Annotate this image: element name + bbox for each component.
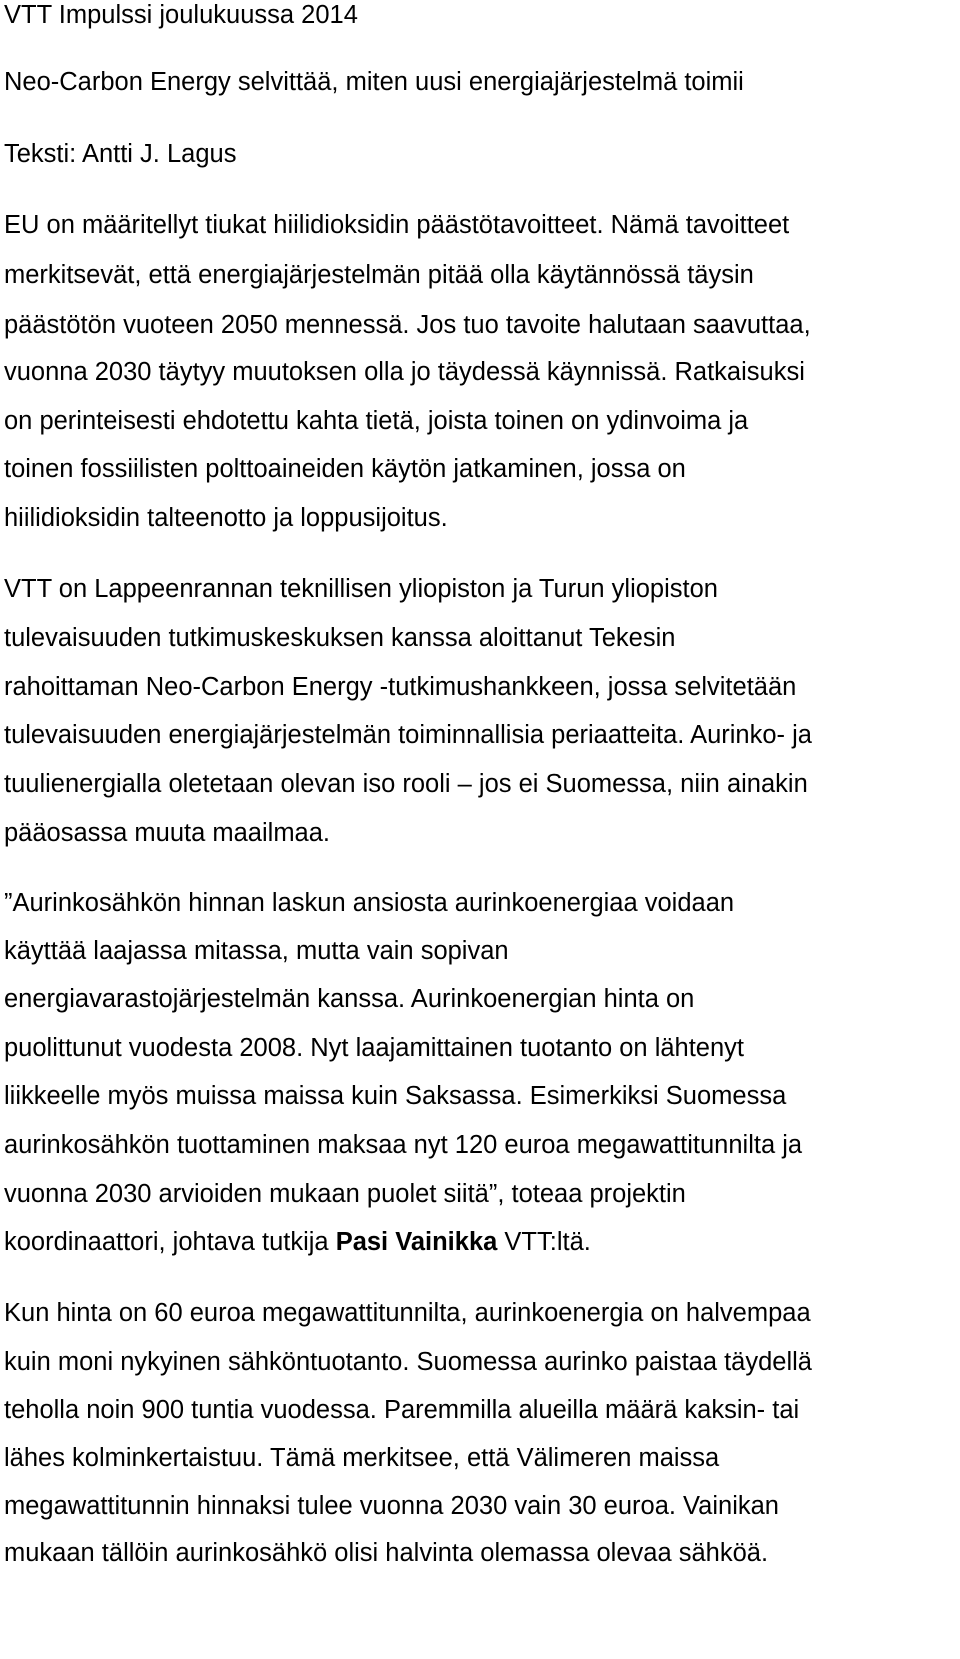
- paragraph-2-line-1: VTT on Lappeenrannan teknillisen yliopiston ja Turun yliopiston: [4, 575, 718, 603]
- coordinator-suffix: VTT:ltä.: [497, 1228, 591, 1256]
- paragraph-2-line-2: tulevaisuuden tutkimuskeskuksen kanssa aloittanut Tekesin: [4, 624, 676, 652]
- person-name: Pasi Vainikka: [335, 1228, 498, 1256]
- paragraph-1-line-7: hiilidioksidin talteenotto ja loppusijoitus.: [4, 504, 448, 532]
- coordinator-prefix: koordinaattori, johtava tutkija: [4, 1228, 336, 1256]
- paragraph-3-line-4: puolittunut vuodesta 2008. Nyt laajamittainen tuotanto on lähtenyt: [4, 1034, 745, 1062]
- document-title: VTT Impulssi joulukuussa 2014: [4, 1, 358, 29]
- paragraph-3-line-2: käyttää laajassa mitassa, mutta vain sopivan: [4, 937, 509, 965]
- paragraph-1-line-4: vuonna 2030 täytyy muutoksen olla jo täydessä käynnissä. Ratkaisuksi: [4, 358, 805, 386]
- paragraph-2-line-6: pääosassa muuta maailmaa.: [4, 819, 331, 847]
- paragraph-3-line-1: ”Aurinkosähkön hinnan laskun ansiosta aurinkoenergiaa voidaan: [4, 889, 735, 917]
- document-subtitle: Neo-Carbon Energy selvittää, miten uusi energiajärjestelmä toimii: [4, 68, 744, 96]
- paragraph-3-line-6: aurinkosähkön tuottaminen maksaa nyt 120 euroa megawattitunnilta ja: [4, 1131, 803, 1159]
- paragraph-4-line-2: kuin moni nykyinen sähköntuotanto. Suomessa aurinko paistaa täydellä: [4, 1348, 812, 1376]
- paragraph-4-line-6: mukaan tällöin aurinkosähkö olisi halvinta olemassa olevaa sähköä.: [4, 1539, 769, 1567]
- paragraph-1-line-3: päästötön vuoteen 2050 mennessä. Jos tuo tavoite halutaan saavuttaa,: [4, 311, 811, 339]
- paragraph-3-line-5: liikkeelle myös muissa maissa kuin Saksassa. Esimerkiksi Suomessa: [4, 1082, 787, 1110]
- paragraph-2-line-5: tuulienergialla oletetaan olevan iso rooli – jos ei Suomessa, niin ainakin: [4, 770, 808, 798]
- paragraph-3-line-3: energiavarastojärjestelmän kanssa. Aurinkoenergian hinta on: [4, 985, 695, 1013]
- paragraph-1-line-5: on perinteisesti ehdotettu kahta tietä, joista toinen on ydinvoima ja: [4, 407, 749, 435]
- paragraph-1-line-1: EU on määritellyt tiukat hiilidioksidin päästötavoitteet. Nämä tavoitteet: [4, 211, 790, 239]
- paragraph-2-line-4: tulevaisuuden energiajärjestelmän toiminnallisia periaatteita. Aurinko- ja: [4, 721, 812, 749]
- paragraph-4-line-4: lähes kolminkertaistuu. Tämä merkitsee, että Välimeren maissa: [4, 1444, 720, 1472]
- paragraph-4-line-1: Kun hinta on 60 euroa megawattitunnilta, aurinkoenergia on halvempaa: [4, 1299, 811, 1327]
- paragraph-1-line-6: toinen fossiilisten polttoaineiden käytön jatkaminen, jossa on: [4, 455, 686, 483]
- paragraph-3-line-8: [4, 1227, 591, 1257]
- paragraph-4-line-5: megawattitunnin hinnaksi tulee vuonna 2030 vain 30 euroa. Vainikan: [4, 1492, 779, 1520]
- document-byline: Teksti: Antti J. Lagus: [4, 140, 237, 168]
- paragraph-2-line-3: rahoittaman Neo-Carbon Energy -tutkimushankkeen, jossa selvitetään: [4, 673, 797, 701]
- paragraph-1-line-2: merkitsevät, että energiajärjestelmän pitää olla käytännössä täysin: [4, 261, 754, 289]
- paragraph-3-line-7: vuonna 2030 arvioiden mukaan puolet siitä”, toteaa projektin: [4, 1180, 686, 1208]
- paragraph-4-line-3: teholla noin 900 tuntia vuodessa. Paremmilla alueilla määrä kaksin- tai: [4, 1396, 800, 1424]
